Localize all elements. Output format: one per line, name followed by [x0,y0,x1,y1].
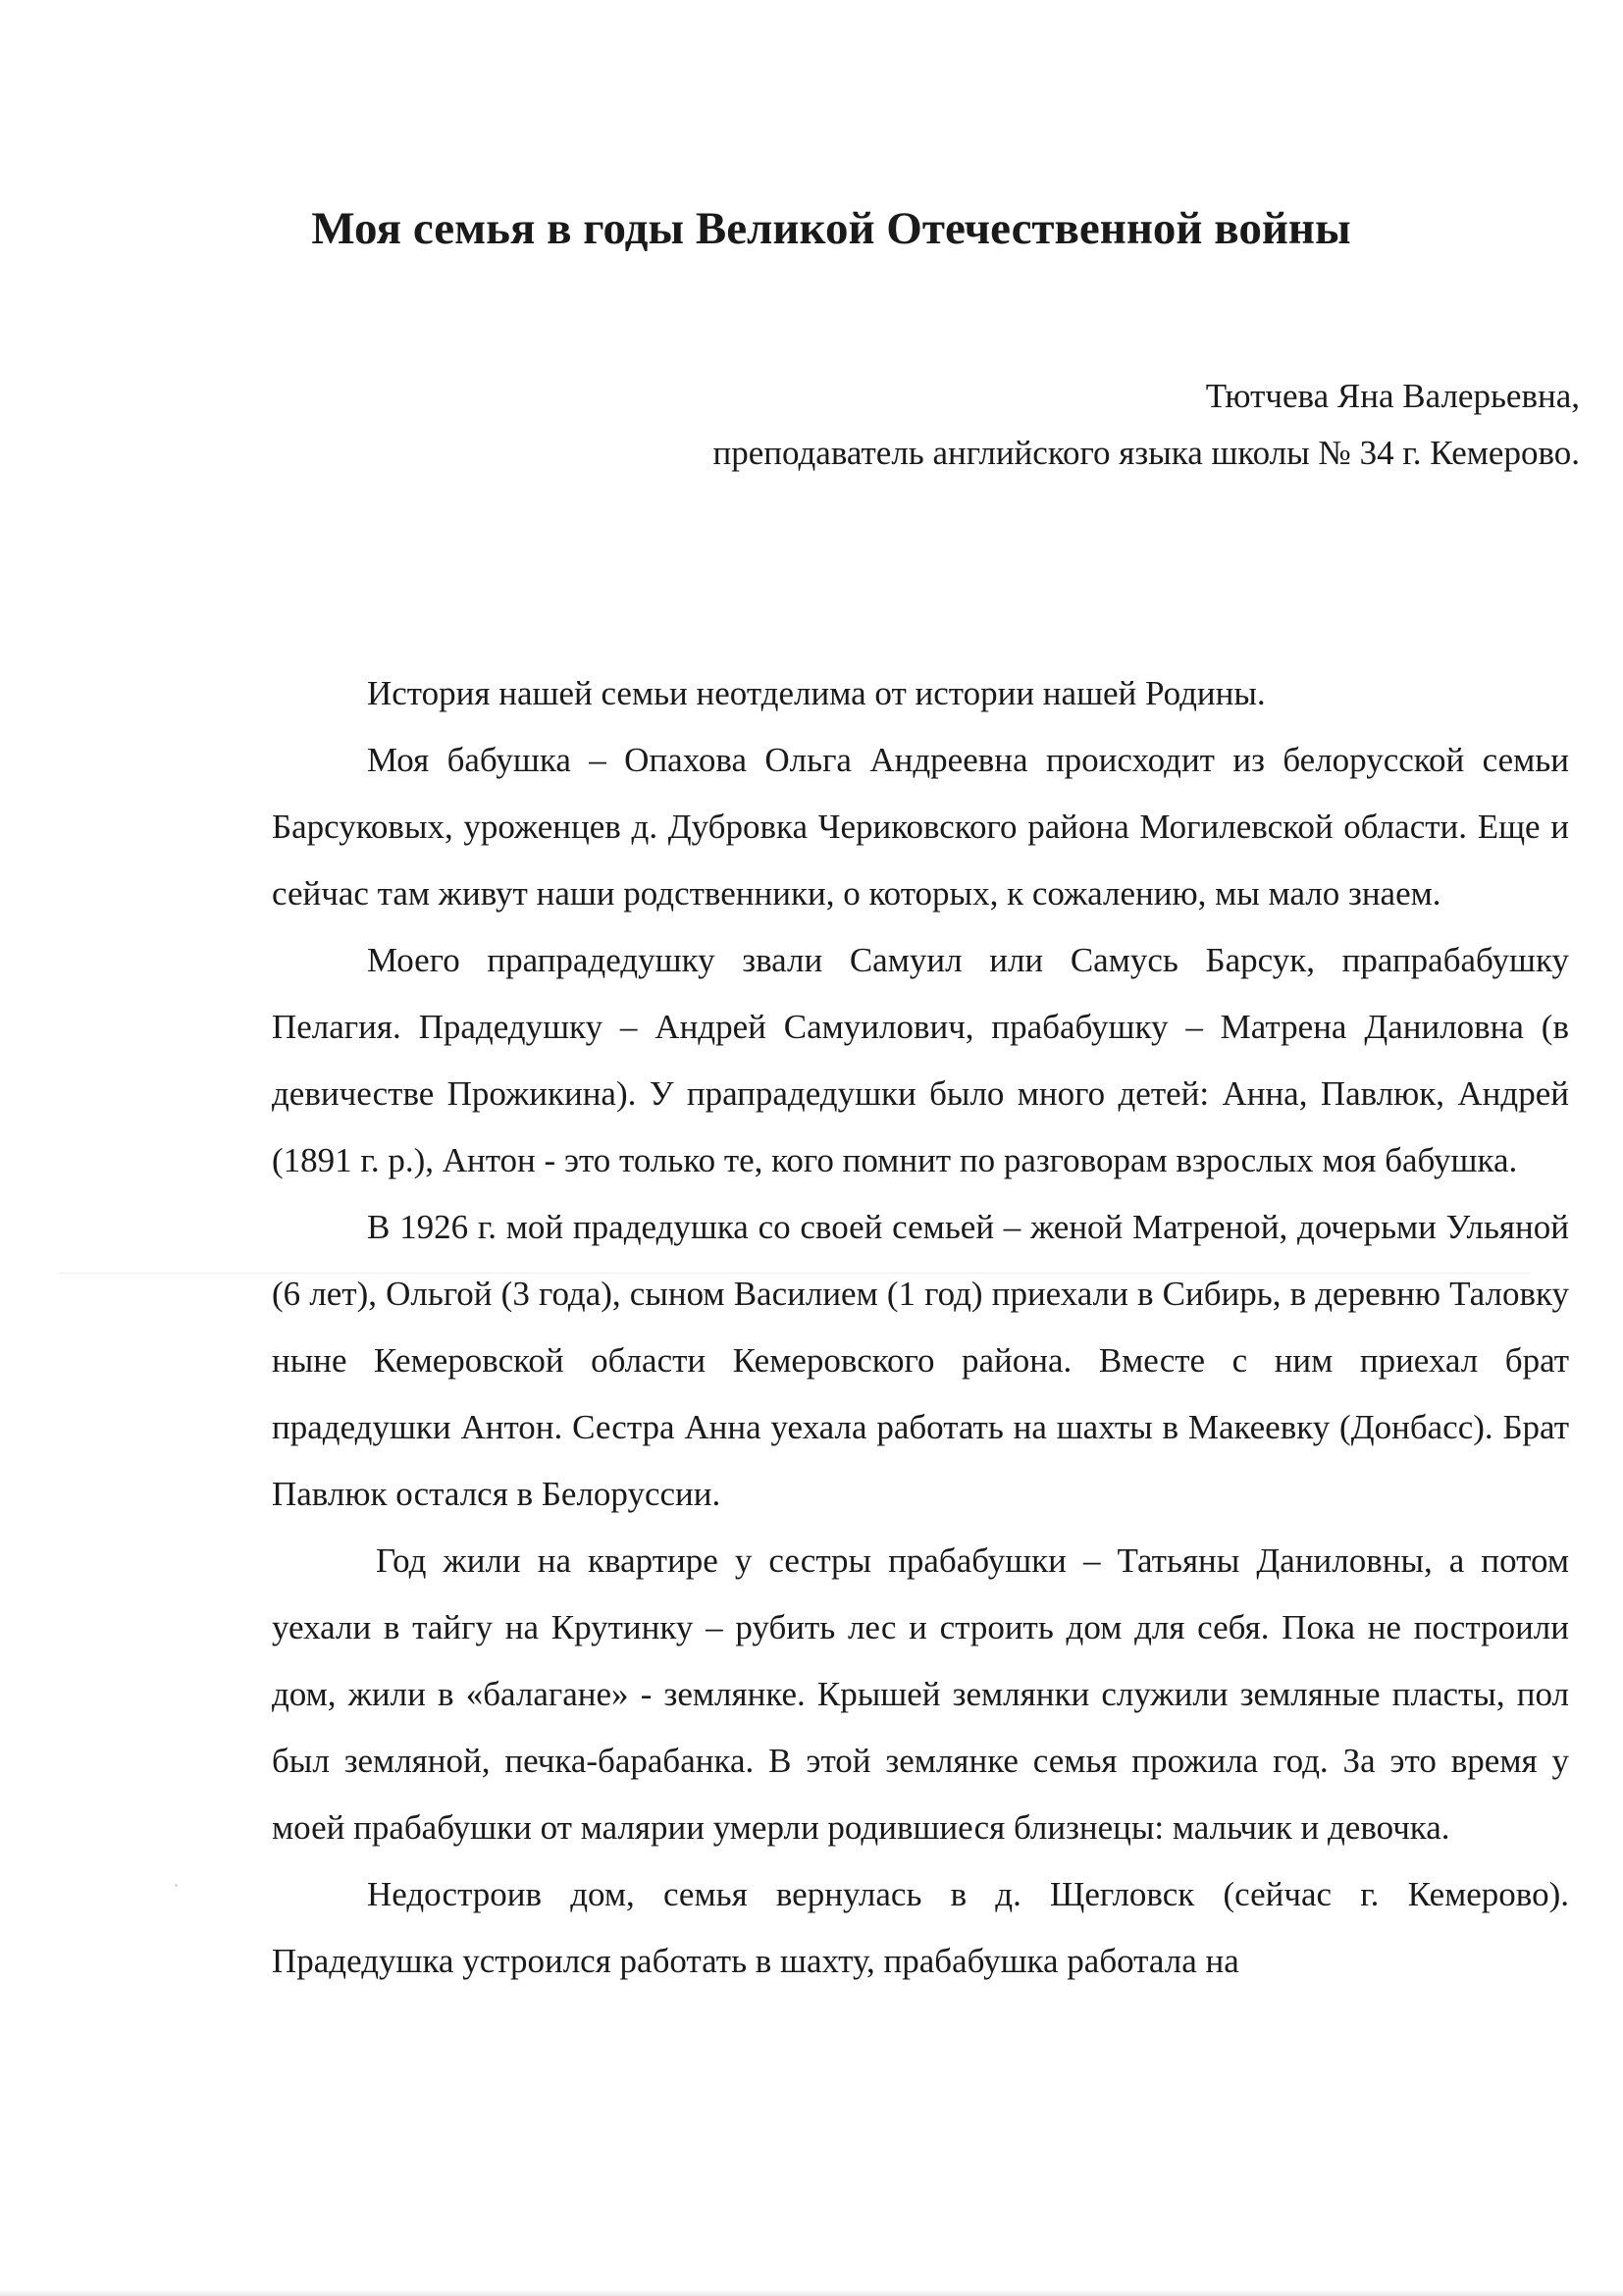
paragraph-2: Моя бабушка – Опахова Ольга Андреевна происходит из белорусской семьи Барсуковых, уроженцев д. Дубровка Чериковского района Могилевской области. Еще и сейчас там живут наши родственники, о которых, к сожалению, мы мало знаем. [272,741,1569,913]
author-name: Тютчева Яна Валерьевна, [1205,377,1580,415]
paragraph-5: Год жили на квартире у сестры прабабушки – Татьяны Даниловны, а потом уехали в тайгу на Крутинку – рубить лес и строить дом для себя. Пока не построили дом, жили в «балагане» - землянке. Крышей землянки служили земляные пласты, пол был земляной, печка-барабанка. В этой землянке семья прожила год. За это время у моей прабабушки от малярии умерли родившиеся близнецы: мальчик и девочка. [272,1541,1569,1847]
body-text [272,660,1569,1995]
paragraph-4: В 1926 г. мой прадедушка со своей семьей – женой Матреной, дочерьми Ульяной (6 лет), Ольгой (3 года), сыном Василием (1 год) приехали в Сибирь, в деревню Таловку ныне Кемеровской области Кемеровского района. Вместе с ним приехал брат прадедушки Антон. Сестра Анна уехала работать на шахты в Макеевку (Донбасс). Брат Павлюк остался в Белоруссии. [272,1208,1569,1513]
paragraph-1: История нашей семьи неотделима от истории нашей Родины. [367,674,1266,712]
author-block [712,368,1580,482]
scan-artifact-line [59,1273,1531,1274]
author-position: преподаватель английского языка школы № 34 г. Кемерово. [712,434,1580,472]
paragraph-6: Недостроив дом, семья вернулась в д. Щегловск (сейчас г. Кемерово). Прадедушка устроился работать в шахту, прабабушка работала на [272,1875,1569,1980]
page-bottom-edge [0,2290,1623,2296]
paragraph-3: Моего прапрадедушку звали Самуил или Самусь Барсук, прапрабабушку Пелагия. Прадедушку – Андрей Самуилович, прабабушку – Матрена Даниловна (в девичестве Прожикина). У прапрадедушки было много детей: Анна, Павлюк, Андрей (1891 г. р.), Антон - это только те, кого помнит по разговорам взрослых моя бабушка. [272,941,1569,1179]
document-title: Моя семья в годы Великой Отечественной войны [311,203,1351,254]
scan-artifact-dot [175,1884,178,1887]
